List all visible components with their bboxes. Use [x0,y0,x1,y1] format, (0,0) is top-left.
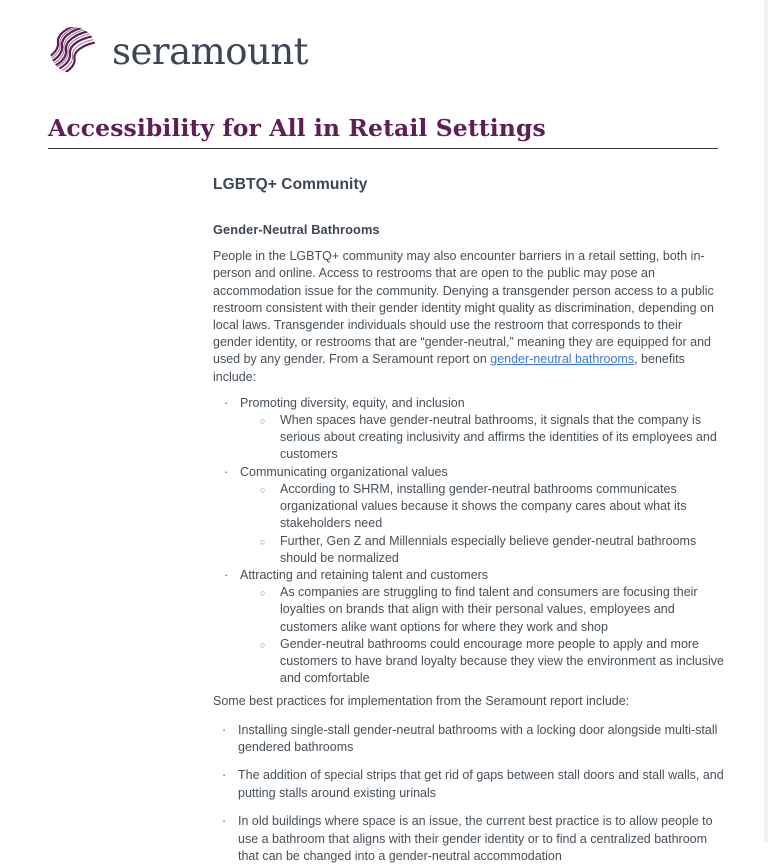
list-item [240,533,724,567]
intro-text-before-link: People in the LGBTQ+ community may also encounter barriers in a retail setting, both in-person and online. Access to restrooms that are open to the public may pose an accommodation issue for the community. Denying a transgender person access to a public restroom consistent with their gender identity might quality as discrimination, depending on local laws. Transgender individuals should use the restroom that corresponds to their gender identity, or restrooms that are “gender-neutral,” meaning they are equipped for and used by any gender. From a Seramount report on [213,249,714,367]
practice-text: Installing single-stall gender-neutral bathrooms with a locking door alongside multi-stall gendered bathrooms [238,722,718,754]
seramount-swirl-logo-icon [48,25,98,75]
list-item [213,395,724,464]
page-title: Accessibility for All in Retail Settings [48,114,546,142]
list-item [240,412,724,464]
document-title-block [48,115,718,149]
practices-intro-paragraph: Some best practices for implementation from the Seramount report include: [213,694,630,709]
circle-bullet-icon: ○ [260,588,266,599]
circle-bullet-icon: ○ [260,416,266,427]
benefit-sub-list [240,481,724,567]
brand-wordmark: seramount [112,29,309,73]
intro-paragraph [213,248,724,386]
list-item [240,584,724,636]
intro-text-after-link: , benefits include: [213,352,685,384]
list-item [213,567,724,687]
masthead [0,0,768,74]
benefit-detail: When spaces have gender-neutral bathrooms, it signals that the company is serious about creating inclusivity and affirms the identities of its employees and customers [280,413,717,462]
benefit-label: Promoting diversity, equity, and inclusion [240,395,465,410]
bullet-icon: · [224,567,229,582]
list-item [213,722,724,757]
circle-bullet-icon: ○ [260,484,266,495]
content-column [0,149,768,865]
benefits-list [213,395,724,687]
gender-neutral-bathrooms-link[interactable]: gender-neutral bathrooms [490,352,635,367]
benefit-label: Attracting and retaining talent and customers [240,567,489,582]
benefit-detail: According to SHRM, installing gender-neutral bathrooms communicates organizational values because it shows the company cares about what its stakeholders need [280,481,687,531]
list-item [240,481,724,533]
benefit-label: Communicating organizational values [240,464,448,479]
practice-text: In old buildings where space is an issue, the current best practice is to allow people to use a bathroom that aligns with their gender identity or to find a centralized bathroom that can be changed into a gender-neutral accommodation [238,814,713,863]
section-heading-lgbtq-community: LGBTQ+ Community [213,176,368,194]
benefit-sub-list [240,584,724,687]
benefit-sub-list [240,412,724,464]
bullet-icon: · [224,464,229,479]
benefit-detail: Gender-neutral bathrooms could encourage more people to apply and more customers to have brand loyalty because they view the environment as inclusive and comfortable [280,636,724,686]
benefit-detail: As companies are struggling to find talent and consumers are focusing their loyalties on brands that align with their personal values, employees and customers alike want options for where they work and shop [280,585,698,634]
bullet-icon: · [222,768,227,783]
best-practices-list [213,722,724,865]
circle-bullet-icon: ○ [260,536,266,547]
list-item [213,813,724,865]
list-item [213,464,724,567]
bullet-icon: · [222,814,227,829]
benefit-detail: Further, Gen Z and Millennials especially believe gender-neutral bathrooms should be normalized [280,533,697,565]
list-item [240,636,724,688]
page-right-edge [764,0,768,842]
sub-heading-gender-neutral-bathrooms: Gender-Neutral Bathrooms [213,221,380,237]
practice-text: The addition of special strips that get rid of gaps between stall doors and stall walls, and putting stalls around existing urinals [238,768,724,800]
circle-bullet-icon: ○ [260,639,266,650]
bullet-icon: · [222,722,227,737]
list-item [213,767,724,802]
bullet-icon: · [224,395,229,410]
